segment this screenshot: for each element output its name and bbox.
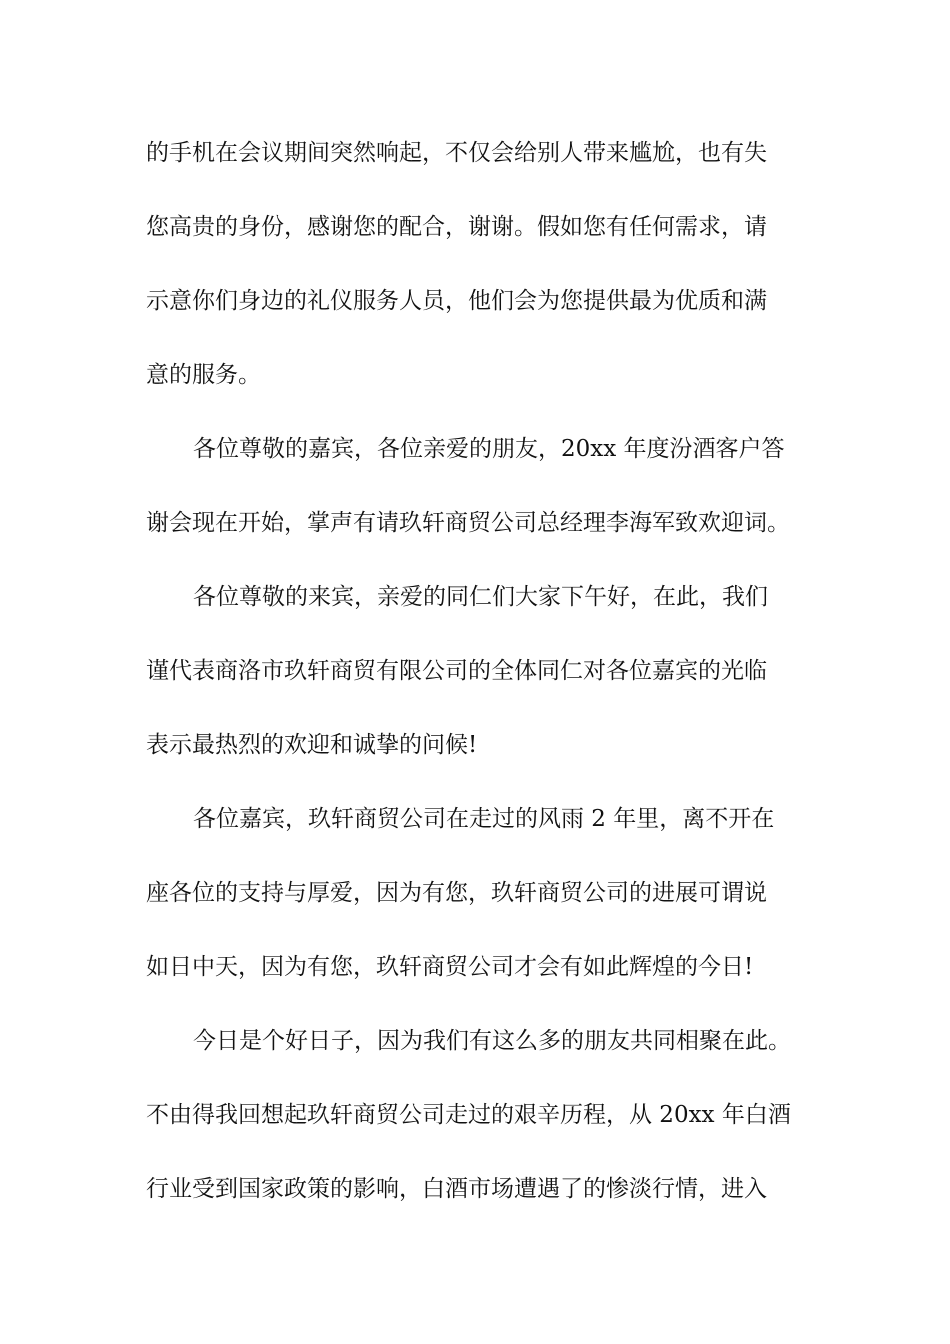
document-body xyxy=(146,128,816,1238)
text-line: 意的服务。 xyxy=(146,362,261,388)
paragraph-first-line: 今日是个好日子，因为我们有这么多的朋友共同相聚在此。 xyxy=(193,1028,791,1054)
text-line: 的手机在会议期间突然响起，不仅会给别人带来尴尬，也有失 xyxy=(146,140,767,166)
text-line: 您高贵的身份，感谢您的配合，谢谢。假如您有任何需求，请 xyxy=(146,214,767,240)
paragraph-first-line: 各位嘉宾，玖轩商贸公司在走过的风雨 2 年里，离不开在 xyxy=(193,806,775,832)
text-line: 行业受到国家政策的影响，白酒市场遭遇了的惨淡行情，进入 xyxy=(146,1176,767,1202)
paragraph-first-line: 各位尊敬的嘉宾，各位亲爱的朋友，20xx 年度汾酒客户答 xyxy=(193,436,785,462)
text-line: 示意你们身边的礼仪服务人员，他们会为您提供最为优质和满 xyxy=(146,288,767,314)
text-line: 不由得我回想起玖轩商贸公司走过的艰辛历程，从 20xx 年白酒 xyxy=(146,1102,791,1128)
text-line: 谨代表商洛市玖轩商贸有限公司的全体同仁对各位嘉宾的光临 xyxy=(146,658,767,684)
text-line: 座各位的支持与厚爱，因为有您，玖轩商贸公司的进展可谓说 xyxy=(146,880,767,906)
text-line: 谢会现在开始，掌声有请玖轩商贸公司总经理李海军致欢迎词。 xyxy=(146,510,790,536)
text-line: 如日中天，因为有您，玖轩商贸公司才会有如此辉煌的今日! xyxy=(146,954,754,980)
paragraph-first-line: 各位尊敬的来宾，亲爱的同仁们大家下午好，在此，我们 xyxy=(193,584,768,610)
text-line: 表示最热烈的欢迎和诚挚的问候! xyxy=(146,732,478,758)
